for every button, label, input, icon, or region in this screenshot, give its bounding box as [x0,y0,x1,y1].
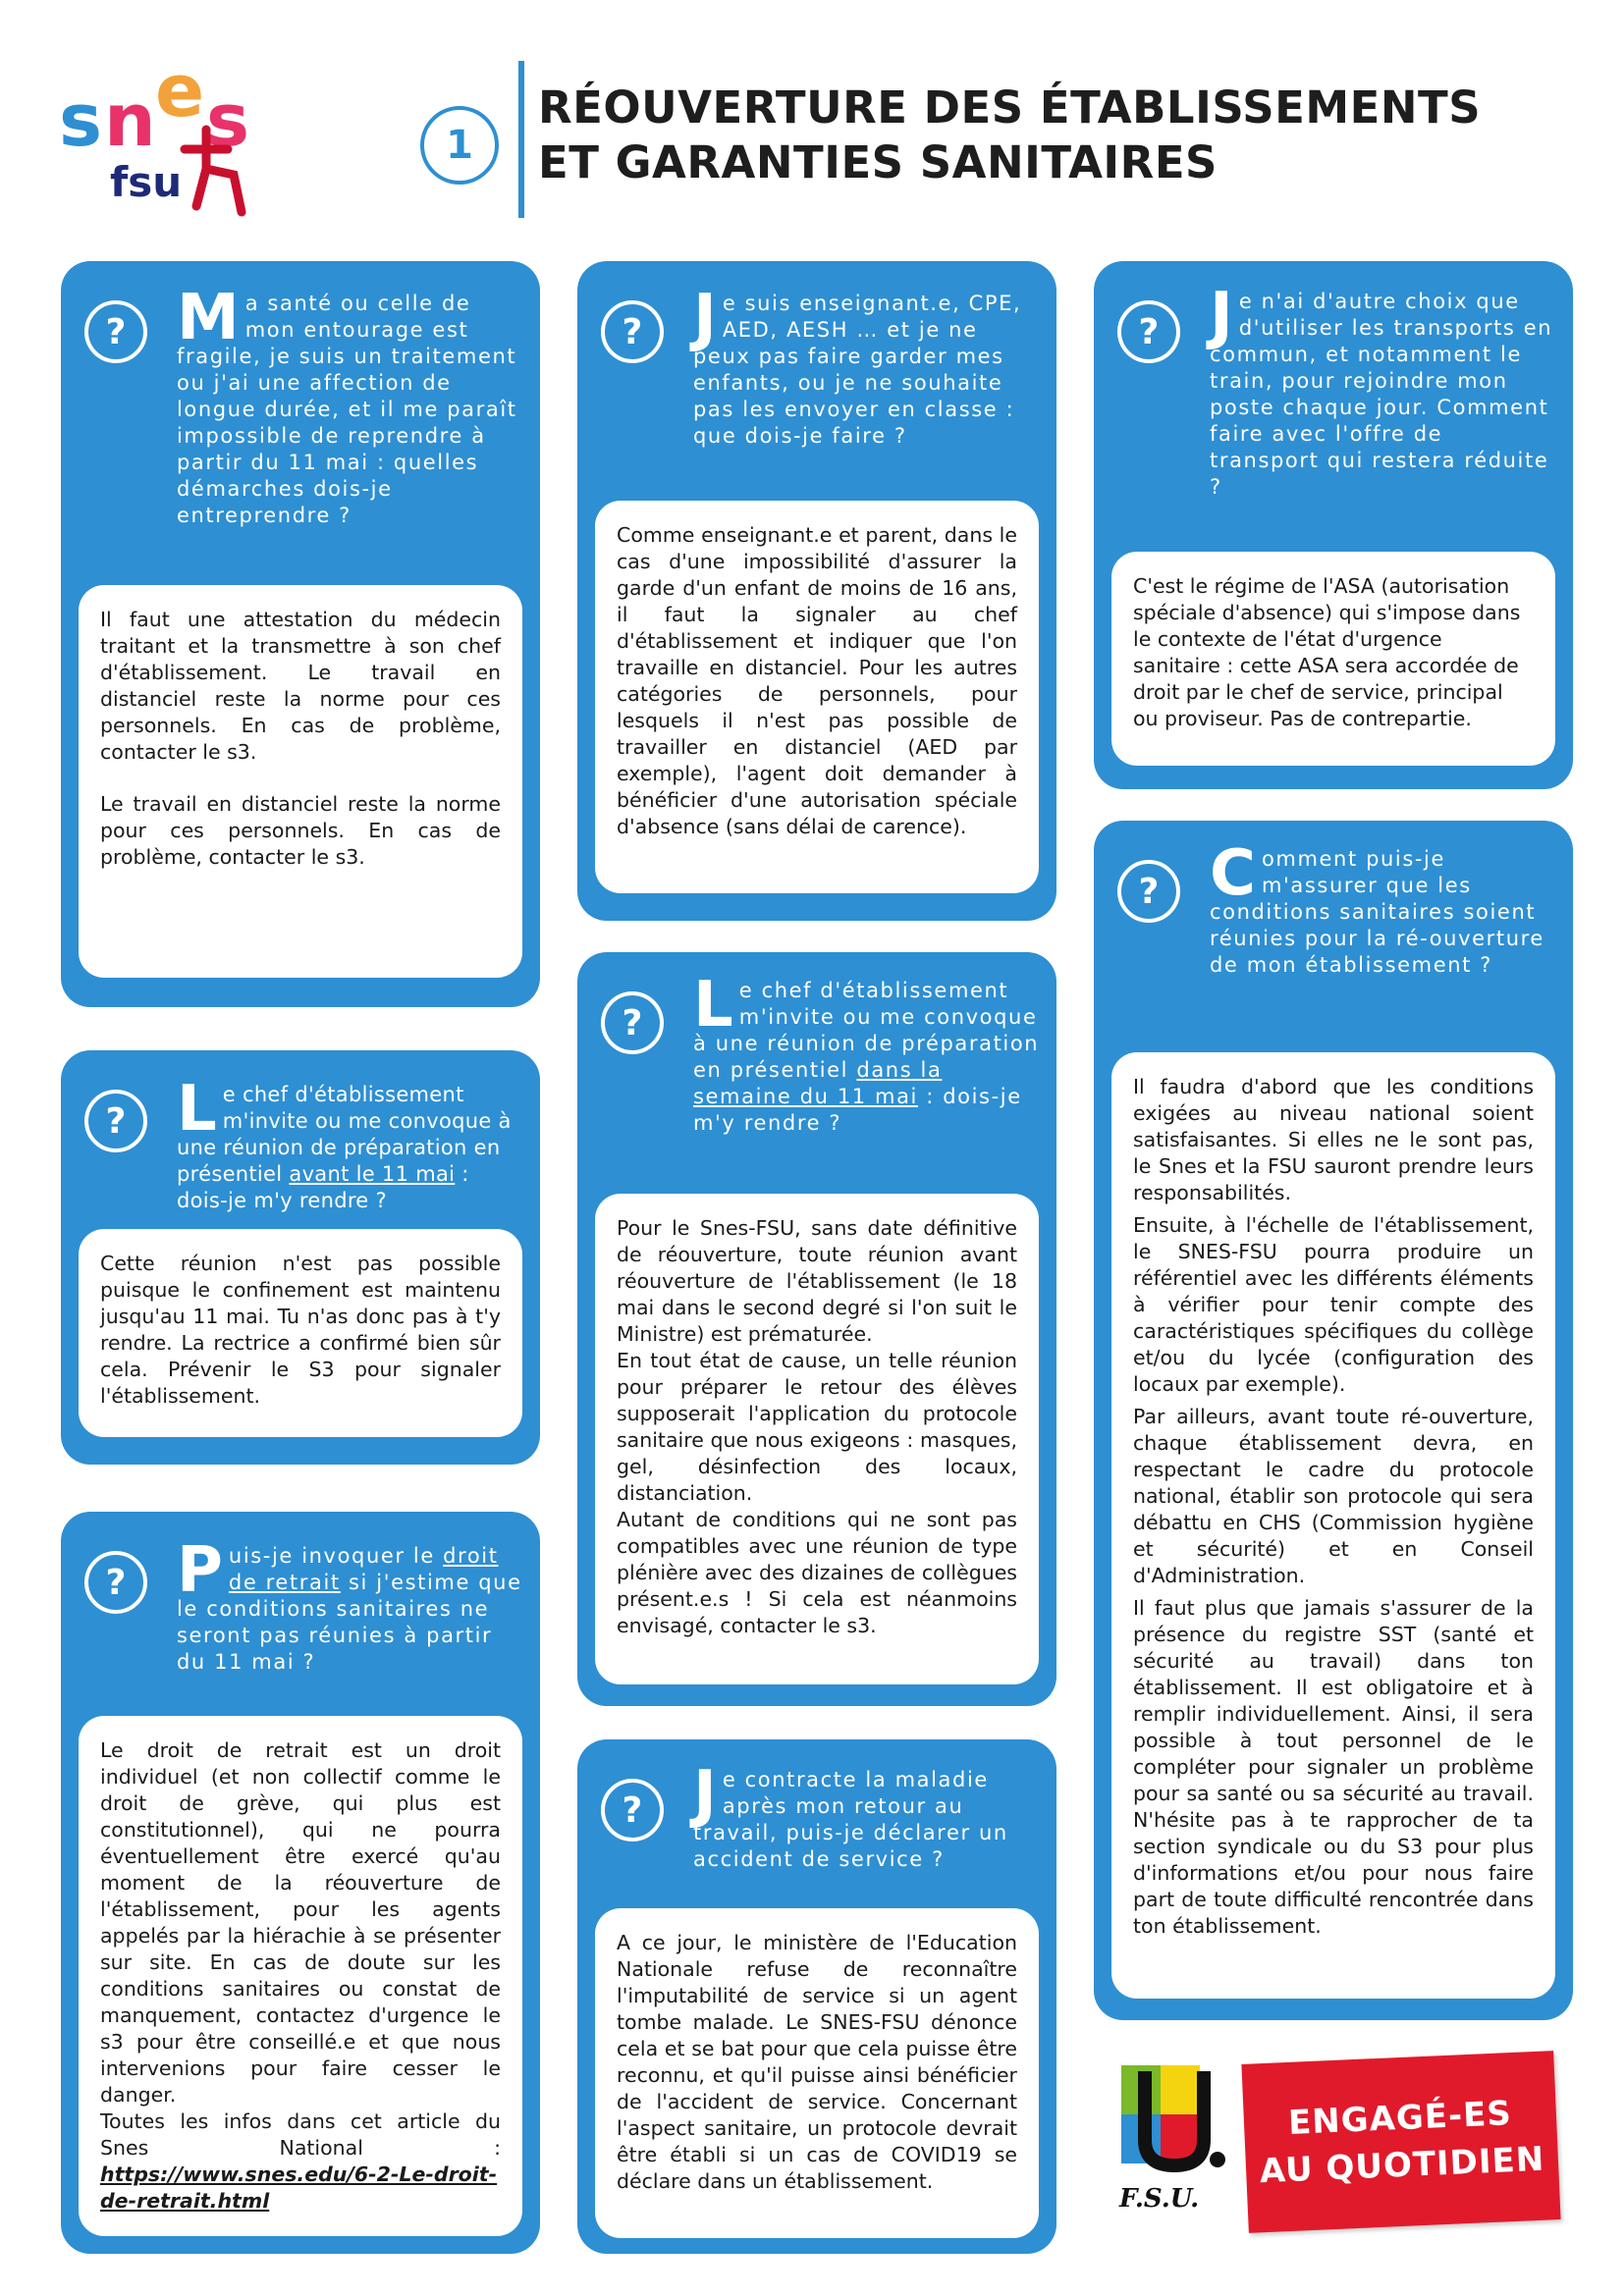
answer-paragraph: Il faudra d'abord que les conditions exigées au niveau national soient satisfaisantes. Si elles ne le sont pas, le Snes et la FSU sauront prendre leurs responsabilités. [1133,1075,1534,1204]
svg-text:s: s [59,79,103,163]
faq-answer [79,1716,522,2236]
drop-cap: L [693,969,733,1041]
question-mark-icon: ? [601,991,664,1054]
drop-cap: J [1210,280,1233,352]
title-line-2: ET GARANTIES SANITAIRES [538,136,1218,188]
question-text: e chef d'établissement m'invite ou me convoque à une réunion de préparation en présentiel [177,1083,512,1186]
question-underlined: droit de retrait [228,1544,499,1594]
answer-paragraph: Cette réunion n'est pas possible puisque le confinement est maintenu jusqu'au 11 mai. Tu n'as donc pas à t'y rendre. La rectrice a confirmé bien sûr cela. Prévenir le S3 pour signaler l'établissement. [100,1252,501,1408]
answer-paragraph: A ce jour, le ministère de l'Education Nationale refuse de reconnaître l'imputabilité de service si un agent tombe malade. Le SNES-FSU dénonce cela et se bat pour que cela puisse être reconnu, et qu'il puisse ainsi bénéficier de l'accident de service. Concernant l'aspect sanitaire, un protocole devrait être établi si un cas de COVID19 se déclare dans un établissement. [617,1931,1017,2193]
drop-cap: P [177,1534,223,1607]
badge-line-2: AU QUOTIDIEN [1259,2139,1546,2192]
answer-text: Toutes les infos dans cet article du Snes National : [100,2109,501,2160]
faq-answer [595,501,1039,893]
answer-paragraph: C'est le régime de l'ASA (autorisation spéciale d'absence) qui s'impose dans le contexte de l'état d'urgence sanitaire : cette ASA sera accordée de droit par le chef de service, principal ou proviseur. Pas de contrepartie. [1133,574,1521,730]
question-underlined: avant le 11 mai [289,1162,456,1186]
faq-card-meeting-before [61,1050,540,1465]
question-text: e suis enseignant.e, CPE, AED, AESH … et je ne peux pas faire garder mes enfants, ou je ne souhaite pas les envoyer en classe : que dois-je faire ? [693,292,1022,448]
answer-paragraph: Par ailleurs, avant toute ré-ouverture, chaque établissement devra, en respectant le cadre du protocole national, établir son protocole qui sera débattu en CHS (Commission hygiène et sécurité) et en Conseil d'Administration. [1133,1405,1534,1587]
drop-cap: J [693,1758,717,1831]
faq-card-childcare [577,261,1056,921]
question-text-end: : dois-je m'y rendre ? [177,1162,469,1212]
drop-cap: M [177,282,240,354]
chapter-number: 1 [420,106,499,185]
faq-question [693,969,1043,1137]
faq-answer [79,1229,522,1437]
faq-answer [79,585,522,978]
drop-cap: J [693,282,717,354]
answer-paragraph: Le travail en distanciel reste la norme pour ces personnels. En cas de problème, contacter le s3. [100,792,501,869]
fsu-logo-text: F.S.U. [1119,2184,1200,2214]
question-text: e n'ai d'autre choix que d'utiliser les transports en commun, et notamment le train, pour rejoindre mon poste chaque jour. Comment faire avec l'offre de transport qui restera réduite ? [1210,290,1553,499]
fsu-logo [1115,2061,1243,2218]
answer-paragraph: Il faut une attestation du médecin traitant et la transmettre à son chef d'établissement. Le travail en distanciel reste la norme pour ces personnels. En cas de problème, contacter le s3. [100,608,501,764]
question-text: uis-je invoquer le [228,1544,444,1568]
page-title [538,80,1579,190]
faq-card-transport [1094,261,1573,789]
question-underlined: dans la semaine du 11 mai [693,1058,943,1108]
question-mark-icon: ? [601,300,664,363]
faq-question [1210,280,1559,501]
faq-answer [1111,552,1555,766]
faq-card-meeting-week [577,952,1056,1706]
question-text: e chef d'établissement m'invite ou me convoque à une réunion de préparation en présentiel [693,979,1040,1082]
answer-paragraph: Ensuite, à l'échelle de l'établissement, le SNES-FSU pourra produire un référentiel avec les différents éléments à vérifier pour tenir compte des caractéristiques spécifiques du collège et/ou du lycée (configuration des locaux par exemple). [1133,1213,1534,1396]
title-line-1: RÉOUVERTURE DES ÉTABLISSEMENTS [538,81,1482,133]
question-text: e contracte la maladie après mon retour au travail, puis-je déclarer un accident de service ? [693,1768,1008,1871]
question-mark-icon: ? [1117,300,1180,363]
svg-text:e: e [155,59,205,133]
faq-answer [595,1194,1039,1684]
answer-paragraph: Comme enseignant.e et parent, dans le cas d'une impossibilité d'assurer la garde d'un enfant de moins de 16 ans, il faut la signaler au chef d'établissement et indiquer que l'on travaille en distanciel. Pour les autres catégories de personnels, pour lesquels il n'est pas possible de travailler en distanciel (AED par exemple), l'agent doit demander à bénéficier d'une autorisation spéciale d'absence (sans délai de carence). [617,523,1017,838]
faq-question [693,282,1043,450]
faq-question [177,1534,526,1676]
faq-answer [1111,1052,1555,1999]
question-mark-icon: ? [601,1779,664,1842]
answer-paragraph: En tout état de cause, un telle réunion pour préparer le retour des élèves supposerait l'application du protocole sanitaire que nous exigeons : masques, gel, désinfection des locaux, distanciation. [617,1349,1017,1505]
question-text: omment puis-je m'assurer que les conditions sanitaires soient réunies pour la ré-ouverture de mon établissement ? [1210,847,1544,977]
svg-text:n: n [104,79,156,163]
faq-card-right-of-withdrawal [61,1512,540,2254]
faq-answer [595,1908,1039,2238]
faq-question [1210,837,1559,979]
drop-cap: C [1210,837,1256,910]
answer-paragraph [100,2109,501,2215]
question-mark-icon: ? [1117,860,1180,923]
faq-card-work-accident [577,1739,1056,2254]
faq-card-sanitary-conditions [1094,821,1573,2020]
badge-line-1: ENGAGÉ-ES [1287,2094,1513,2143]
title-divider [518,61,524,218]
faq-question [693,1758,1043,1873]
question-mark-icon: ? [84,1551,147,1614]
engaged-badge [1241,2051,1560,2233]
snes-fsu-logo [59,59,314,226]
answer-paragraph: Autant de conditions qui ne sont pas compatibles avec une réunion de type plénière avec des dizaines de collègues présent.e.s ! Si cela est néanmoins envisagé, contacter le s3. [617,1508,1017,1637]
question-mark-icon: ? [84,300,147,363]
faq-question [177,282,526,529]
question-text: a santé ou celle de mon entourage est fragile, je suis un traitement ou j'ai une affection de longue durée, et il me paraît impossible de reprendre à partir du 11 mai : quelles démarches dois-je entreprendre ? [177,292,517,527]
question-mark-icon: ? [84,1090,147,1152]
svg-text:fsu: fsu [110,158,183,206]
faq-card-health [61,261,540,1007]
question-text-end: : dois-je m'y rendre ? [693,1085,1022,1135]
answer-paragraph: Le droit de retrait est un droit individuel (et non collectif comme le droit de grève, qui plus est constitutionnel), qui ne pourra éventuellement être exercé qu'au moment de la réouverture de l'établissement, pour les agents appelés par la hiérachie à se présenter sur site. En cas de doute sur les conditions sanitaires ou constat de manquement, contactez d'urgence le s3 pour être conseillé.e et que nous intervenions pour faire cesser le danger. [100,1738,501,2107]
answer-paragraph: Il faut plus que jamais s'assurer de la présence du registre SST (santé et sécurité au travail) dans ton établissement. Il est obligatoire et à remplir individuellement. Ainsi, il sera possible à tout personnel de le compléter pour signaler un problème pour sa santé ou sa sécurité au travail. N'hésite pas à te rapprocher de ta section syndicale ou du S3 pour plus d'informations et/ou pour nous faire part de toute difficulté rencontrée dans ton établissement. [1133,1596,1534,1938]
retrait-article-link[interactable]: https://www.snes.edu/6-2-Le-droit-de-retrait.html [100,2163,498,2213]
faq-question [177,1073,526,1214]
svg-text:s: s [206,79,250,163]
question-text-end: si j'estime que le conditions sanitaires ne seront pas réunies à partir du 11 mai ? [177,1571,522,1674]
drop-cap: L [177,1073,217,1146]
answer-paragraph: Pour le Snes-FSU, sans date définitive de réouverture, toute réunion avant réouverture de l'établissement (le 18 mai dans le second degré si l'on suit le Ministre) est prématurée. [617,1216,1017,1346]
